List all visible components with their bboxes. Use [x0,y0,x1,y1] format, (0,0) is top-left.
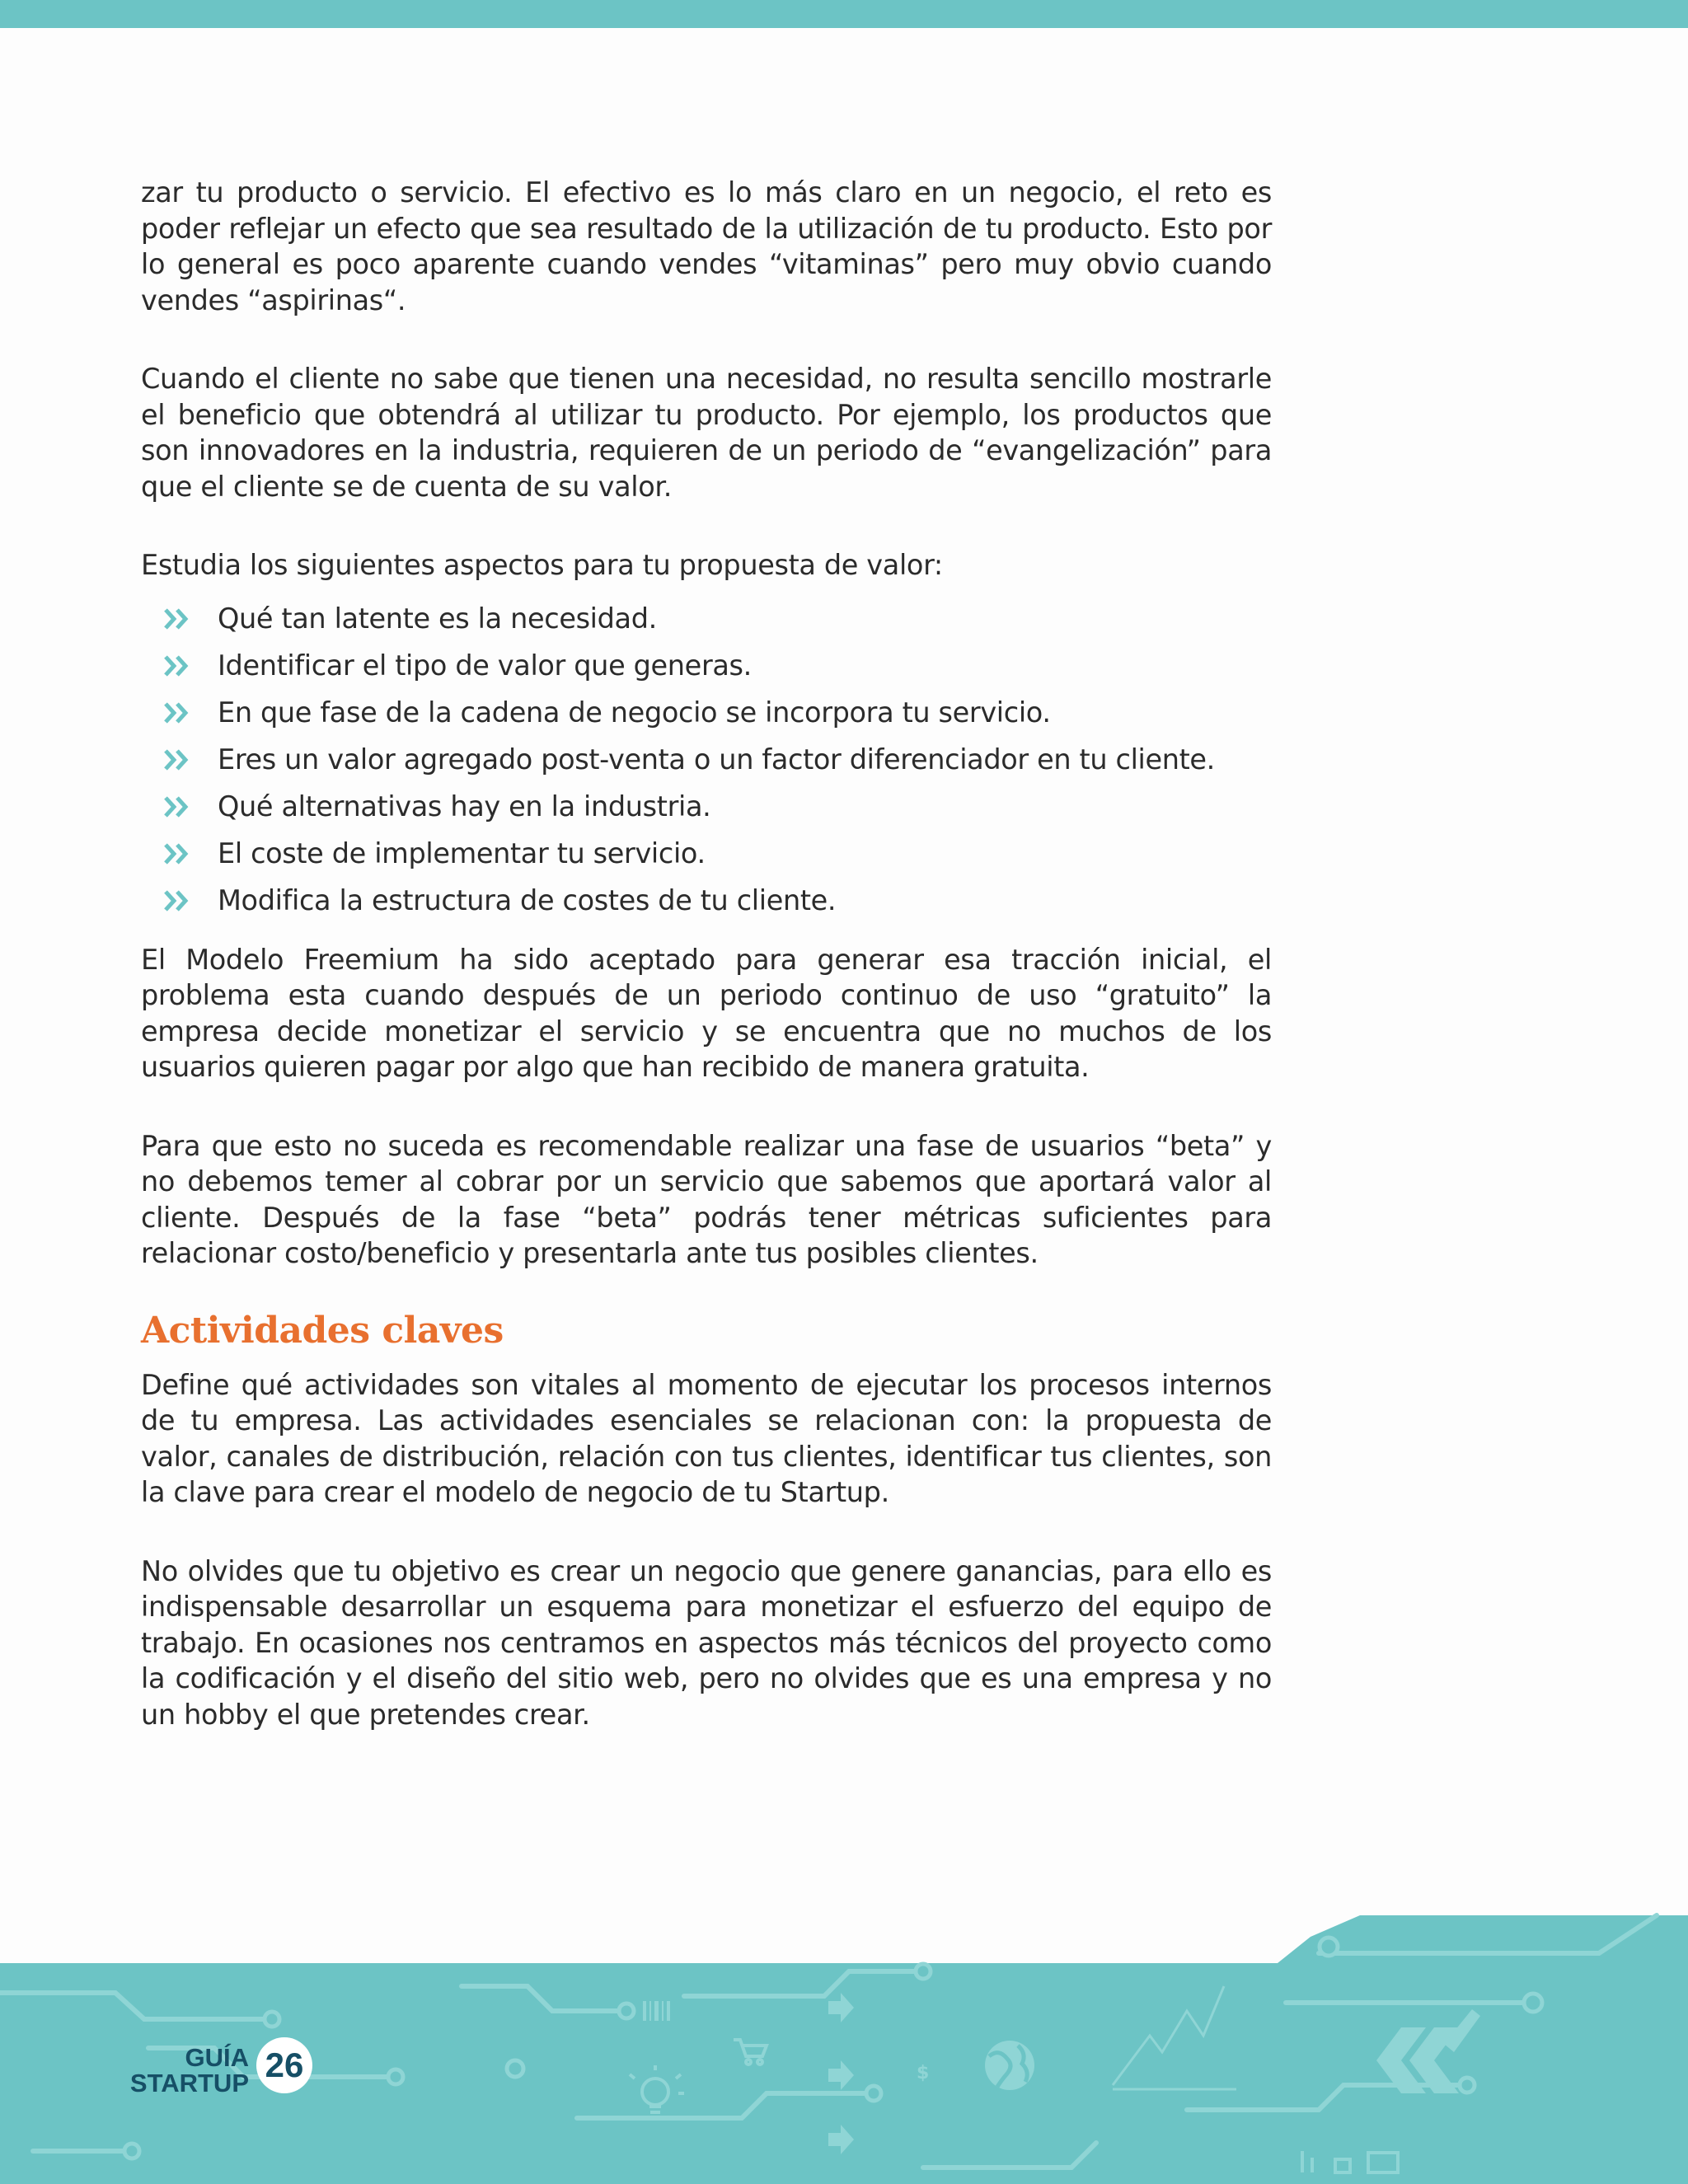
double-chevron-bullet-icon [164,749,192,771]
double-chevron-bullet-icon [164,608,192,630]
list-item-text: El coste de implementar tu servicio. [218,837,706,869]
globe-icon [985,2041,1034,2090]
list-item-text: Identificar el tipo de valor que generas. [218,649,752,682]
footer-circuit-banner [0,1904,1688,2184]
list-item-text: Qué alternativas hay en la industria. [218,790,711,823]
list-item-text: En que fase de la cadena de negocio se incorpora tu servicio. [218,696,1051,729]
svg-text:$: $ [917,2063,930,2083]
paragraph: No olvides que tu objetivo es crear un negocio que genere ganancias, para ello es indispensable desarrollar un esquema para monetizar el esfuerzo del equipo de trabajo. En ocasiones nos centramos en aspectos más técnicos del proyecto como la codificación y el diseño del sitio web, pero no olvides que es una empresa y no un hobby el que pretendes crear. [141,1554,1272,1731]
double-chevron-bullet-icon [164,843,192,865]
guide-logo-text [130,2045,249,2096]
dollar-icon [917,2063,929,2083]
bullet-list [141,595,1272,924]
list-item-text: Qué tan latente es la necesidad. [218,602,657,635]
list-intro: Estudia los siguientes aspectos para tu propuesta de valor: [141,549,943,581]
double-chevron-bullet-icon [164,702,192,724]
guide-label-line1: GUÍA [185,2043,249,2072]
page-number-badge: 26 [256,2037,312,2093]
guide-label-line2: STARTUP [129,2069,249,2097]
top-accent-bar [0,0,1688,28]
double-chevron-bullet-icon [164,890,192,912]
double-chevron-bullet-icon [164,655,192,677]
list-item [141,877,1272,924]
list-item [141,595,1272,642]
double-chevron-bullet-icon [164,796,192,818]
list-item-text: Eres un valor agregado post-venta o un factor diferenciador en tu cliente. [218,743,1215,776]
list-item [141,736,1272,783]
paragraph: El Modelo Freemium ha sido aceptado para generar esa tracción inicial, el problema esta cuando después de un periodo continuo de uso “gratuito” la empresa decide monetizar el servicio y se encuentra que no muchos de los usuarios quieren pagar por algo que han recibido de manera gratuita. [141,943,1272,1083]
paragraph: zar tu producto o servicio. El efectivo es lo más claro en un negocio, el reto es poder reflejar un efecto que sea resultado de la utilización de tu producto. Esto por lo general es poco aparente cuando vendes “vitaminas” pero muy obvio cuando vendes “aspirinas“. [141,176,1272,316]
list-item [141,830,1272,877]
paragraph: Para que esto no suceda es recomendable realizar una fase de usuarios “beta” y no debemos temer al cobrar por un servicio que sabemos que aportará valor al cliente. Después de la fase “beta” podrás tener métricas suficientes para relacionar costo/beneficio y presentarla ante tus posibles clientes. [141,1129,1272,1269]
paragraph: Define qué actividades son vitales al momento de ejecutar los procesos internos de tu empresa. Las actividades esenciales se relacionan con: la propuesta de valor, canales de distribución, relación con tus clientes, identificar tus clientes, son la clave para crear el modelo de negocio de tu Startup. [141,1368,1272,1508]
list-item [141,689,1272,736]
list-item [141,783,1272,830]
section-heading: Actividades claves [141,1309,504,1352]
list-item [141,642,1272,689]
page-body [141,175,1272,1775]
list-item-text: Modifica la estructura de costes de tu cliente. [218,883,837,916]
paragraph: Cuando el cliente no sabe que tienen una necesidad, no resulta sencillo mostrarle el beneficio que obtendrá al utilizar tu producto. Por ejemplo, los productos que son innovadores en la industria, requieren de un periodo de “evangelización” para que el cliente se de cuenta de su valor. [141,363,1272,503]
